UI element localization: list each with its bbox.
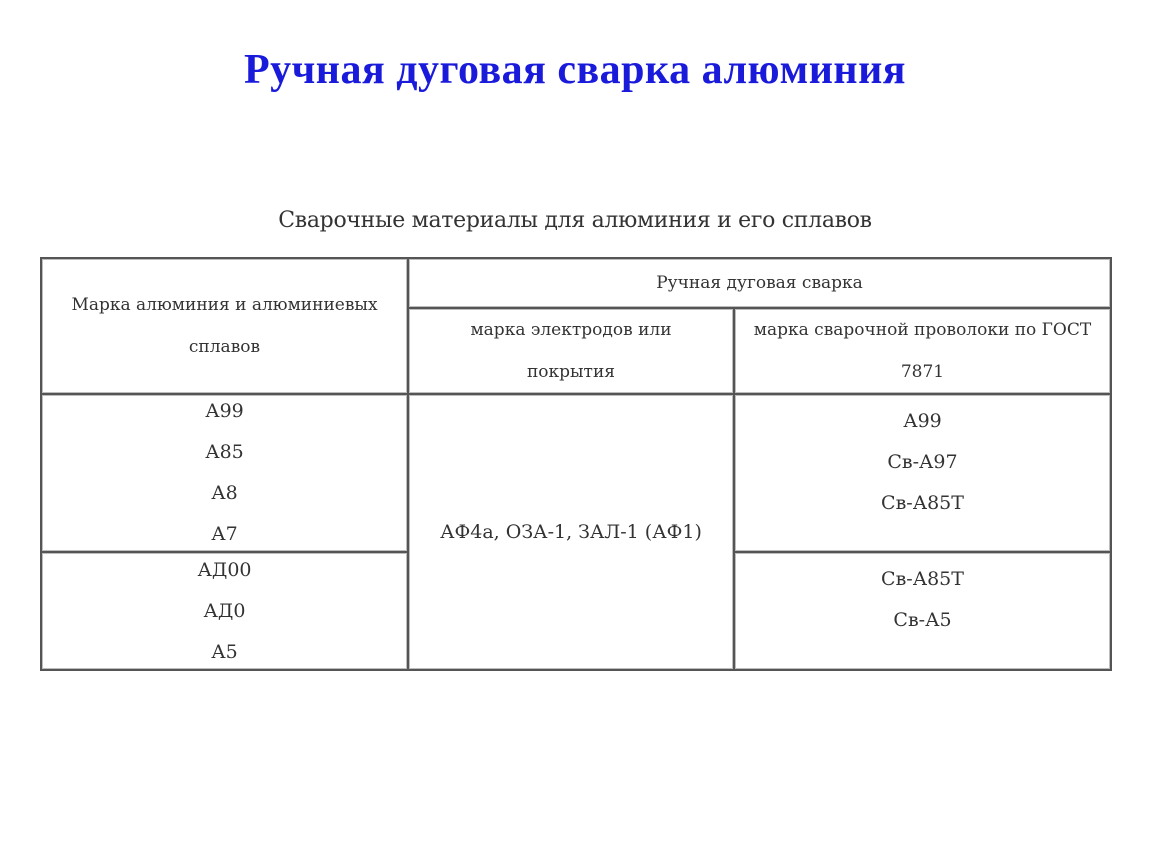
alloy-grade: А85 (205, 441, 244, 463)
wires-group-1 (733, 393, 1112, 553)
alloy-grade: АД0 (203, 599, 246, 622)
header-alloy-grade-text: Марка алюминия и алюминиевых сплавов (71, 295, 378, 357)
header-alloy-grade (40, 257, 409, 395)
table-caption: Сварочные материалы для алюминия и его сплавов (278, 208, 872, 233)
alloy-grade: А7 (211, 523, 238, 545)
alloy-grade: А99 (205, 400, 244, 422)
wire-grade: Св-А85Т (881, 568, 964, 590)
alloy-grade: А5 (211, 640, 238, 663)
slide-title: Ручная дуговая сварка алюминия (243, 47, 907, 93)
alloys-group-1-list (205, 391, 244, 555)
wire-grade: Св-А85Т (881, 492, 964, 514)
header-electrode-grade-text: марка электродов или покрытия (470, 320, 672, 382)
materials-table (40, 257, 1112, 671)
wire-grade: Св-А5 (893, 609, 952, 631)
alloys-group-1 (40, 393, 409, 553)
alloys-group-2 (40, 551, 409, 671)
electrodes-cell (407, 393, 735, 671)
header-manual-arc (407, 257, 1112, 309)
electrodes-text: АФ4а, ОЗА-1, ЗАЛ-1 (АФ1) (440, 520, 702, 543)
wires-group-1-list (881, 401, 964, 524)
wires-group-2-list (881, 559, 964, 641)
alloys-group-2-list (197, 550, 251, 673)
alloy-grade: АД00 (197, 558, 252, 581)
header-manual-arc-text: Ручная дуговая сварка (656, 273, 863, 293)
wire-grade: Св-А97 (887, 451, 958, 473)
alloy-grade: А8 (211, 482, 238, 504)
header-wire-grade (733, 307, 1112, 395)
header-electrode-grade (407, 307, 735, 395)
wires-group-2 (733, 551, 1112, 671)
wire-grade: А99 (903, 410, 942, 432)
header-wire-grade-text: марка сварочной проволоки по ГОСТ 7871 (753, 320, 1092, 382)
